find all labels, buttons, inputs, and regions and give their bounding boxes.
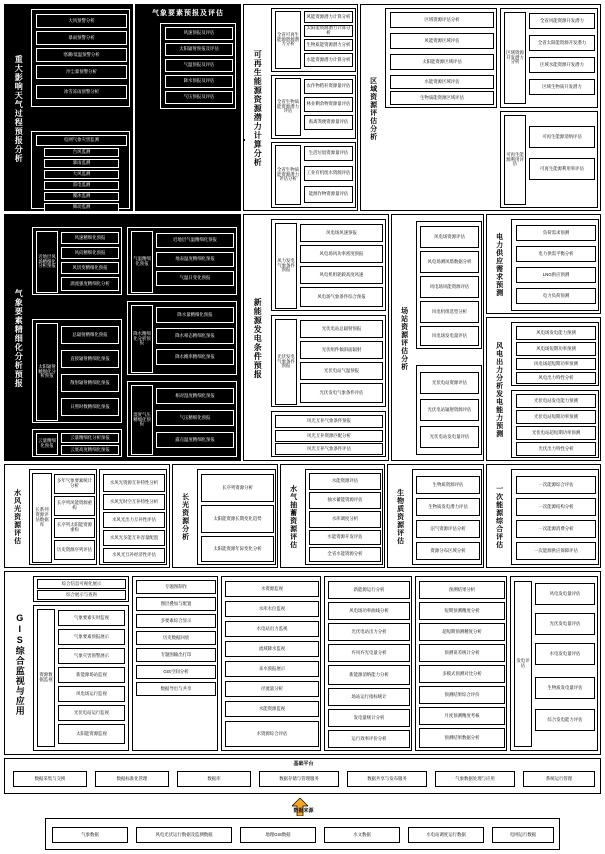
section-s16-group-2 xyxy=(132,576,218,751)
platform-bar xyxy=(4,758,601,794)
node[interactable]: 月度预测精度考核 xyxy=(419,707,505,725)
node[interactable]: 风电场风速预报 xyxy=(300,224,383,242)
node[interactable]: 历史资源序列评估 xyxy=(54,540,95,560)
platform-item[interactable]: 数据库 xyxy=(177,771,251,787)
node[interactable]: 降水概率精细化预报 xyxy=(156,349,234,365)
node[interactable]: 太阳能资源潜力计算分析 xyxy=(304,25,353,37)
node[interactable]: 光伏发电气象条件预报 xyxy=(275,319,297,405)
node[interactable]: 风能资源区域评估 xyxy=(390,33,494,49)
node[interactable]: 短期预测精度分析 xyxy=(419,602,505,620)
section-s3-group-1 xyxy=(271,75,356,139)
node[interactable]: 露点温度精细化预报 xyxy=(156,432,234,448)
node[interactable]: 场站运行指标统计 xyxy=(328,688,410,706)
node[interactable]: 区域资源开发潜力分析 xyxy=(504,12,526,104)
node[interactable]: 雷电监测 xyxy=(44,181,119,190)
section-s16-group-3 xyxy=(221,576,321,751)
node[interactable]: 光伏电站出力分析 xyxy=(328,623,410,641)
section-s14-group-0 xyxy=(412,469,482,565)
node[interactable]: 负荷需求预测 xyxy=(516,225,596,241)
node[interactable]: 风向精细化预报 xyxy=(61,247,119,259)
node[interactable]: 气象要素预报展示 xyxy=(58,629,125,645)
node[interactable]: 风切变精细化预报 xyxy=(61,262,119,274)
node[interactable]: 长序列资源分析 xyxy=(201,474,274,502)
node[interactable]: 畜禽粪便资源量评估 xyxy=(304,115,353,130)
data-source-bar xyxy=(45,808,560,850)
node[interactable]: 沙尘暴预警分析 xyxy=(36,65,127,79)
node[interactable]: 风电场功率曲线分析 xyxy=(328,602,410,620)
section-s11 xyxy=(4,464,170,568)
node[interactable]: 风速精细化预报 xyxy=(61,232,119,244)
node[interactable]: 农作物秸秆资源量评估 xyxy=(304,79,353,94)
node[interactable]: 工业有机废水资源评估 xyxy=(304,166,353,181)
node[interactable]: 风电场发电量评估 xyxy=(420,326,479,346)
node[interactable]: 光伏发电气象条件评估 xyxy=(300,383,383,403)
section-s7-group-2 xyxy=(271,411,386,457)
node[interactable]: 水能资源评估 xyxy=(309,473,381,490)
node[interactable]: 全省生物质能资源潜力评估 xyxy=(275,78,301,136)
section-s3 xyxy=(243,4,358,211)
node[interactable]: 水库水位监视 xyxy=(225,601,319,617)
section-s1-group-0 xyxy=(31,9,130,107)
section-s8-group-0 xyxy=(416,221,482,349)
node[interactable]: 电网气象灾害监测 xyxy=(36,135,127,146)
node[interactable]: 长序列风能资源重构 xyxy=(54,496,95,516)
section-s4-group-2 xyxy=(500,111,598,208)
section-s15-title: 一次能源综合评估 xyxy=(495,485,503,549)
node[interactable]: 气温预报及评估 xyxy=(165,59,233,72)
node[interactable]: 太阳辐射精细化分析预报 xyxy=(36,323,58,421)
section-s2-group-0 xyxy=(160,23,236,109)
node[interactable]: 水风光多能互补容量配置 xyxy=(103,530,165,546)
node[interactable]: 风电场测风塔数据分析 xyxy=(420,251,479,273)
section-s4-group-0 xyxy=(385,8,497,108)
section-s5-group-1 xyxy=(32,319,122,423)
node[interactable]: 水能资源开发评估 xyxy=(309,530,381,545)
node[interactable]: 气压预报及评估 xyxy=(165,91,233,104)
node[interactable]: 气象灾害预警展示 xyxy=(58,648,125,664)
section-s6-group-2 xyxy=(127,381,237,457)
node[interactable]: 水资源综合评估 xyxy=(225,721,319,747)
node[interactable]: 湍流强度精细化分析 xyxy=(61,277,119,291)
node[interactable]: 新能源场站监视 xyxy=(58,667,125,683)
node[interactable]: 直接辐射精细化预报 xyxy=(61,350,119,368)
node[interactable]: 综合发电能力评估 xyxy=(535,709,595,731)
node[interactable]: 全省水能资源分析 xyxy=(309,547,381,562)
node[interactable]: 生物质能资源潜力分析 xyxy=(304,39,353,51)
node[interactable]: 抽水蓄能资源评估 xyxy=(309,492,381,509)
node[interactable]: 径流量分析 xyxy=(225,681,319,697)
section-s9 xyxy=(486,214,601,314)
node[interactable]: 超短期预测精度分析 xyxy=(419,623,505,641)
node[interactable]: 水风光出力互补性评估 xyxy=(103,512,165,528)
section-s3-group-2 xyxy=(271,142,356,208)
node[interactable]: LNG供应预测 xyxy=(516,267,596,283)
node[interactable]: 风光互补气象条件评估 xyxy=(275,443,383,455)
node[interactable]: 专题图输出打印 xyxy=(136,648,216,662)
node[interactable]: 水电发电量评估 xyxy=(535,643,595,665)
section-s11-group-1 xyxy=(99,469,167,565)
node[interactable]: 风电场运行监视 xyxy=(58,686,125,702)
node[interactable]: 太阳能资源区域评估 xyxy=(390,54,494,70)
platform-item[interactable]: 数据采集与交换 xyxy=(13,771,87,787)
node[interactable]: 一次能源供应保障评估 xyxy=(516,542,596,560)
node[interactable]: 发电评估 xyxy=(514,581,532,747)
node[interactable]: 风电场风功率密度预报 xyxy=(300,245,383,263)
node[interactable]: 光伏电站气温预报 xyxy=(300,362,383,380)
node[interactable]: 风电机组选型分析 xyxy=(420,301,479,323)
node[interactable]: 风电场风能资源评估 xyxy=(420,276,479,298)
section-s8-group-1 xyxy=(416,365,482,455)
node[interactable]: 水电站出力监视 xyxy=(225,621,319,637)
node[interactable]: 风电发电量评估 xyxy=(535,583,595,605)
node[interactable]: 风电场资源评估 xyxy=(420,226,479,248)
section-s4 xyxy=(360,4,601,211)
section-s3-title: 可再生能源资源潜力计算分析 xyxy=(253,50,263,167)
node[interactable]: 光伏电站发电量评估 xyxy=(420,426,479,448)
node[interactable]: 光伏电站发电能力预测 xyxy=(516,394,596,408)
node[interactable]: 生物质资源评估 xyxy=(416,476,480,494)
node[interactable]: 暴雨预警分析 xyxy=(36,31,127,45)
node[interactable]: 气温精细化预报 xyxy=(131,231,153,293)
node[interactable]: 全省生物质能资源潜力评估分析 xyxy=(275,145,301,205)
node[interactable]: 流域降水监视 xyxy=(225,641,319,657)
node[interactable]: 区域生物质开发潜力 xyxy=(529,79,595,95)
section-s12-group-0 xyxy=(197,469,276,565)
section-s10-group-1 xyxy=(511,390,599,458)
section-s4-title: 区域资源评估分析 xyxy=(369,76,377,141)
data-source-item[interactable]: 地理GIS数据 xyxy=(240,827,316,843)
section-s15 xyxy=(486,464,601,568)
node[interactable]: 电力供需平衡分析 xyxy=(516,246,596,262)
section-s16-group-5 xyxy=(415,576,507,751)
section-s16-group-0 xyxy=(33,576,129,602)
node[interactable]: 电力负荷预测 xyxy=(516,288,596,304)
node[interactable]: 预测结果数据分析 xyxy=(419,728,505,748)
node[interactable]: 生活垃圾资源量评估 xyxy=(304,146,353,161)
section-s16 xyxy=(4,571,601,755)
node[interactable]: 光伏电站资源评估 xyxy=(420,372,479,394)
section-s7-title: 新能源发电条件预报 xyxy=(253,298,263,379)
node[interactable]: 寒潮/低温预警分析 xyxy=(36,48,127,62)
section-s10-group-0 xyxy=(511,322,599,386)
node[interactable]: 冰雪冻雨预警分析 xyxy=(36,85,127,99)
node[interactable]: 覆冰监测 xyxy=(44,192,119,201)
section-s12 xyxy=(172,464,278,568)
node[interactable]: 风能资源潜力计算分析 xyxy=(304,11,353,23)
node[interactable]: 风电场短期功率预测 xyxy=(516,342,596,356)
section-s1-group-1 xyxy=(31,131,130,209)
section-s3-group-0 xyxy=(271,8,356,72)
node[interactable]: 可再生能源利用评估 xyxy=(504,115,526,205)
section-s5 xyxy=(4,214,241,461)
node[interactable]: 多要素综合显示 xyxy=(136,614,216,628)
node[interactable]: 光伏发电量评估 xyxy=(535,613,595,635)
node[interactable]: 气象要素实时监视 xyxy=(58,610,125,626)
node[interactable]: 一次能源综合评估 xyxy=(516,476,596,494)
node[interactable]: 太阳辐射预报及评估 xyxy=(165,43,233,56)
node[interactable]: 区域资源评估分析 xyxy=(390,12,494,28)
node[interactable]: 云量精细化分析预报 xyxy=(61,433,119,443)
section-s5-title: 气象要素精细化分析预报 xyxy=(14,289,24,388)
node[interactable]: 总辐射精细化预报 xyxy=(61,326,119,344)
data-source-bar-label: 数据来源 xyxy=(293,808,314,814)
section-s7-group-1 xyxy=(271,315,386,407)
section-s13-title: 水气抽蓄资源评估 xyxy=(289,485,297,549)
section-s4-group-1 xyxy=(500,8,598,108)
node[interactable]: 水能资源潜力计算分析 xyxy=(304,53,353,67)
node[interactable]: 风光互补气象条件预报 xyxy=(275,415,383,428)
node[interactable]: 太阳能资源监视 xyxy=(58,724,125,744)
platform-bar-label: 基础平台 xyxy=(293,761,314,767)
node[interactable]: 降水相态精细化预报 xyxy=(156,328,234,344)
node[interactable]: 降水量精细化预报 xyxy=(156,307,234,323)
node[interactable]: 长序列太阳能资源重构 xyxy=(54,518,95,538)
node[interactable]: 风电场气象条件综合预报 xyxy=(300,287,383,307)
node[interactable]: 光伏出力特性分析 xyxy=(516,442,596,456)
node[interactable]: 专题图制作 xyxy=(136,580,216,594)
node[interactable]: 全省风能资源开发潜力 xyxy=(529,13,595,29)
node[interactable]: 一次能源消费分析 xyxy=(516,520,596,538)
section-s6-group-1 xyxy=(127,301,237,375)
node[interactable]: 来水预报展示 xyxy=(225,661,319,677)
node[interactable]: 生物质发电量评估 xyxy=(535,677,595,699)
node[interactable]: 降水精细化分析预报 xyxy=(131,305,153,373)
node[interactable]: 综合展示与查询 xyxy=(37,590,126,600)
node[interactable]: 光伏电站超短期功率预测 xyxy=(516,426,596,440)
node[interactable]: 舞动监测 xyxy=(44,203,119,212)
node[interactable]: 历史数据回放 xyxy=(136,631,216,645)
node[interactable]: 全省可再生能源资源潜力分析 xyxy=(275,11,301,69)
section-s8 xyxy=(391,214,484,461)
section-s9-title: 电力供应需求预测 xyxy=(495,233,503,297)
node[interactable]: 区域水能资源开发潜力 xyxy=(529,57,595,73)
node[interactable]: 大风监测 xyxy=(44,170,119,179)
node[interactable]: 太阳能资源长期变化趋势 xyxy=(201,505,274,533)
node[interactable]: 光伏电站总辐射预报 xyxy=(300,320,383,338)
section-s13-group-0 xyxy=(305,469,383,565)
data-source-item[interactable]: 气象数据 xyxy=(52,827,128,843)
section-s1 xyxy=(4,4,133,211)
section-s16-group-4 xyxy=(324,576,412,751)
node[interactable]: 相对湿度精细化预报 xyxy=(156,388,234,404)
node[interactable]: 水能资源区域评估 xyxy=(390,75,494,89)
section-s11-title: 水风光资源评估 xyxy=(13,489,21,545)
node[interactable]: 光伏组件倾斜面辐射 xyxy=(300,341,383,359)
node[interactable]: 水风光时空互补特性分析 xyxy=(103,494,165,510)
section-s16-title: GIS综合监视与应用 xyxy=(14,612,25,716)
node[interactable]: 一次能源结构分析 xyxy=(516,498,596,516)
node[interactable]: 水能资源监视 xyxy=(225,701,319,717)
section-s14-title: 生物质资源评估 xyxy=(396,489,404,545)
node[interactable]: 风速预报及评估 xyxy=(165,27,233,40)
node[interactable]: 风力发电气象条件预报 xyxy=(275,223,297,309)
section-s12-title: 长光资源分析 xyxy=(181,493,189,541)
node[interactable]: 地表温度精细化预报 xyxy=(156,252,234,267)
section-s2 xyxy=(135,4,241,211)
node[interactable]: 日照时数精细化预报 xyxy=(61,398,119,416)
node[interactable]: 资源数据监视 xyxy=(37,609,55,747)
node[interactable]: 云底高度精细化预报 xyxy=(61,445,119,455)
node[interactable]: 资源分布区域分析 xyxy=(416,542,480,560)
section-s6-group-0 xyxy=(127,227,237,295)
node[interactable]: 可再生能源消纳评估 xyxy=(529,126,595,148)
spacer xyxy=(243,139,245,141)
node[interactable]: 水资源监视 xyxy=(225,581,319,597)
node[interactable]: 湿度气压精细化预报 xyxy=(131,385,153,455)
node[interactable]: 全省太阳能资源开发潜力 xyxy=(529,35,595,51)
node[interactable]: 新能源运行分析 xyxy=(328,581,410,599)
section-s5-group-2 xyxy=(32,429,122,457)
node[interactable]: 生物质能资源区域评估 xyxy=(390,91,494,105)
node[interactable]: 水库调度分析 xyxy=(309,511,381,528)
node[interactable]: 光伏电站辐射资源评估 xyxy=(420,399,479,421)
node[interactable]: 新能源消纳能力分析 xyxy=(328,665,410,685)
node[interactable]: 风电场发电能力预测 xyxy=(516,326,596,340)
data-source-item[interactable]: 风电光伏运行数据及监测数据 xyxy=(136,827,232,843)
node[interactable]: GIS空间分析 xyxy=(136,665,216,679)
node[interactable]: 发电量统计分析 xyxy=(328,709,410,727)
node[interactable]: 气温日变化预报 xyxy=(156,271,234,286)
node[interactable]: 风电机组轮毂高度风速 xyxy=(300,266,383,284)
node[interactable]: 光伏电站短期功率预测 xyxy=(516,410,596,424)
node[interactable]: 风电场超短期功率预测 xyxy=(516,358,596,370)
section-s16-group-6 xyxy=(510,576,598,751)
node[interactable]: 预测误差统计分析 xyxy=(419,644,505,662)
node[interactable]: 能源作物资源量评估 xyxy=(304,186,353,203)
platform-item[interactable]: 数据标准化管理 xyxy=(95,771,169,787)
node[interactable]: 弃风弃光电量分析 xyxy=(328,644,410,662)
node[interactable]: 暴雨监测 xyxy=(44,159,119,168)
node[interactable]: 水风光资源互补特性分析 xyxy=(103,474,165,492)
section-s1-title: 重大影响天气过程预报分析 xyxy=(14,54,24,163)
section-s9-group-0 xyxy=(511,219,599,311)
node[interactable]: 多模式预测对比分析 xyxy=(419,665,505,683)
node[interactable]: 风电出力特性分析 xyxy=(516,372,596,384)
node[interactable]: 林业剩余物资源量评估 xyxy=(304,97,353,112)
node[interactable]: 散射辐射精细化预报 xyxy=(61,374,119,392)
platform-item[interactable]: 数据存储与管理服务 xyxy=(259,771,339,787)
node[interactable]: 云量精细化预报 xyxy=(36,433,58,455)
node[interactable]: 台风监测 xyxy=(44,148,119,157)
platform-item[interactable]: 系统运行管理 xyxy=(523,771,595,787)
node[interactable]: 光伏电站运行监视 xyxy=(58,705,125,721)
section-s11-group-0 xyxy=(29,469,97,565)
node[interactable]: 长系列资源评估数据库 xyxy=(32,473,52,563)
node[interactable]: 运行效率评价分析 xyxy=(328,730,410,748)
section-s16-group-1 xyxy=(33,605,129,751)
node[interactable]: 生物质发电潜力评估 xyxy=(416,498,480,516)
section-s7-group-0 xyxy=(271,219,386,311)
data-source-item[interactable]: 电网运行数据 xyxy=(492,827,554,843)
node[interactable]: 可再生能源利用率评估 xyxy=(529,158,595,180)
section-s5-group-0 xyxy=(32,227,122,295)
node[interactable]: 数据导出与共享 xyxy=(136,682,216,696)
node[interactable]: 预测结果综合评价 xyxy=(419,686,505,704)
node[interactable]: 气压精细化预报 xyxy=(156,410,234,426)
section-s10 xyxy=(486,317,601,461)
node[interactable]: 沼气资源评估分析 xyxy=(416,520,480,538)
node[interactable]: 预测结果分析 xyxy=(419,581,505,599)
node[interactable]: 综合信息可视化展示 xyxy=(37,579,126,589)
platform-item[interactable]: 数据共享与发布服务 xyxy=(347,771,427,787)
section-s14 xyxy=(387,464,484,568)
section-s7 xyxy=(243,214,389,461)
section-s15-group-0 xyxy=(511,469,599,565)
section-s2-title: 气象要素预报及评估 xyxy=(152,10,224,18)
node[interactable]: 水风光互补经济性评估 xyxy=(103,548,165,563)
platform-item[interactable]: 气象数据处理与应用 xyxy=(435,771,515,787)
node[interactable]: 多年气象要素统计分析 xyxy=(54,474,95,494)
data-source-item[interactable]: 水文数据 xyxy=(324,827,400,843)
node[interactable]: 大风预警分析 xyxy=(36,14,127,28)
section-s13 xyxy=(280,464,385,568)
node[interactable]: 近地层风场精细化分析预报 xyxy=(36,231,58,293)
node[interactable]: 风光互补资源匹配分析 xyxy=(275,430,383,442)
node[interactable]: 近地层气温精细化预报 xyxy=(156,233,234,248)
node[interactable]: 图层叠加与配置 xyxy=(136,597,216,611)
section-s10-title: 风电出力分析发电能力预测 xyxy=(495,342,503,438)
node[interactable]: 太阳能资源年际变化分析 xyxy=(201,536,274,562)
node[interactable]: 降水预报及评估 xyxy=(165,75,233,88)
data-source-item[interactable]: 水电站调度运行数据 xyxy=(408,827,484,843)
section-s8-title: 场站资源评估分析 xyxy=(400,306,408,371)
